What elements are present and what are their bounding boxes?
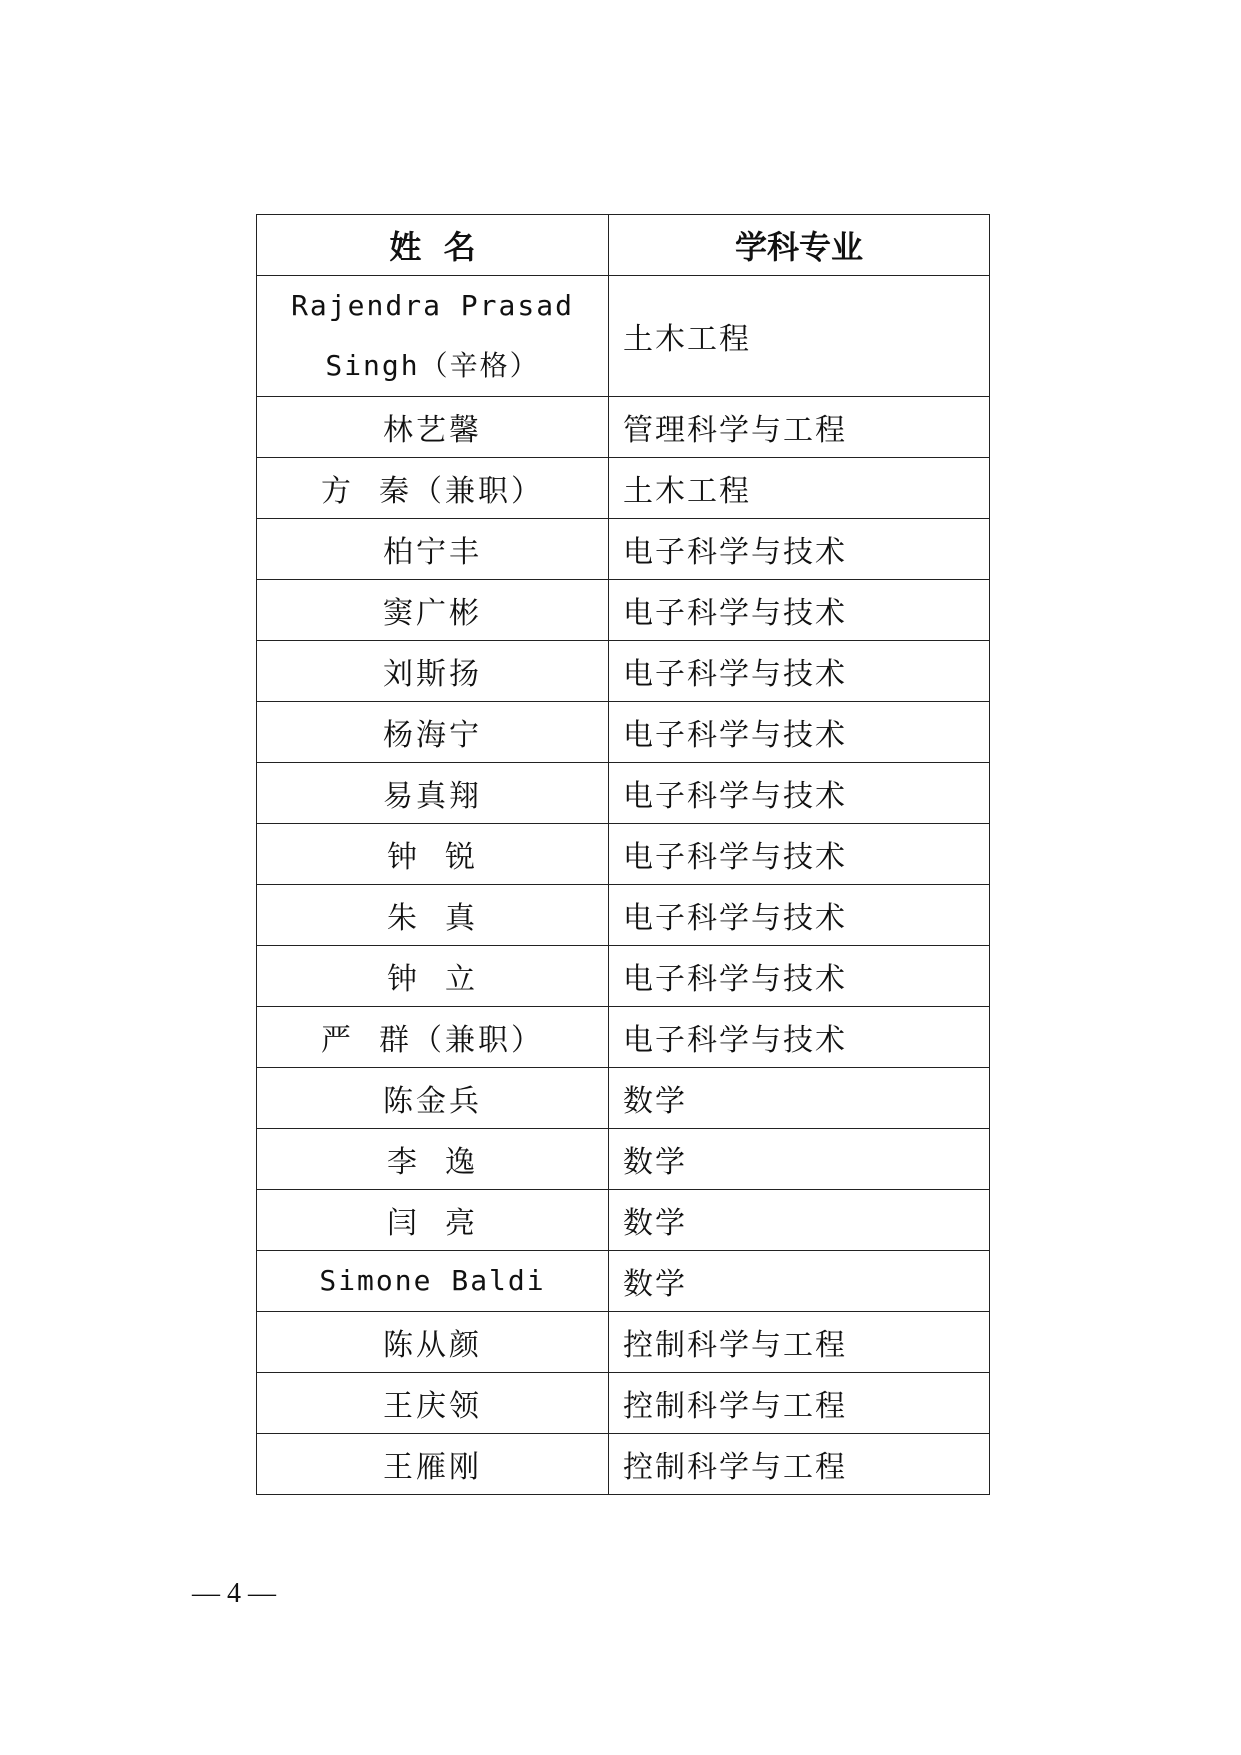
name-cell: Rajendra Prasad Singh（辛格） [257, 276, 609, 397]
name-cell: 闫 亮 [257, 1190, 609, 1251]
name-cell: 杨海宁 [257, 702, 609, 763]
major-cell: 土木工程 [609, 458, 990, 519]
name-cell: 严 群（兼职） [257, 1007, 609, 1068]
header-major: 学科专业 [609, 215, 990, 276]
name-cell: 柏宁丰 [257, 519, 609, 580]
name-cell: Simone Baldi [257, 1251, 609, 1312]
name-cell: 林艺馨 [257, 397, 609, 458]
table-row [257, 946, 990, 1007]
table-row [257, 397, 990, 458]
major-cell: 土木工程 [609, 276, 990, 397]
major-cell: 电子科学与技术 [609, 580, 990, 641]
name-cell: 钟 锐 [257, 824, 609, 885]
major-cell: 控制科学与工程 [609, 1312, 990, 1373]
table-row [257, 519, 990, 580]
table-row [257, 1312, 990, 1373]
name-cell: 陈金兵 [257, 1068, 609, 1129]
major-cell: 管理科学与工程 [609, 397, 990, 458]
table-row [257, 458, 990, 519]
major-cell: 数学 [609, 1190, 990, 1251]
table-row [257, 1251, 990, 1312]
name-cell: 易真翔 [257, 763, 609, 824]
table-row [257, 824, 990, 885]
name-cell: 方 秦（兼职） [257, 458, 609, 519]
faculty-table [256, 214, 990, 1495]
table-row [257, 1434, 990, 1495]
major-cell: 电子科学与技术 [609, 641, 990, 702]
table-header-row [257, 215, 990, 276]
name-cell: 王庆领 [257, 1373, 609, 1434]
major-cell: 数学 [609, 1251, 990, 1312]
major-cell: 数学 [609, 1068, 990, 1129]
table-row [257, 702, 990, 763]
table-row [257, 641, 990, 702]
table-row [257, 1373, 990, 1434]
name-cell: 钟 立 [257, 946, 609, 1007]
major-cell: 电子科学与技术 [609, 519, 990, 580]
name-cell: 李 逸 [257, 1129, 609, 1190]
major-cell: 电子科学与技术 [609, 1007, 990, 1068]
major-cell: 电子科学与技术 [609, 702, 990, 763]
header-name: 姓 名 [257, 215, 609, 276]
major-cell: 电子科学与技术 [609, 763, 990, 824]
major-cell: 数学 [609, 1129, 990, 1190]
name-cell: 刘斯扬 [257, 641, 609, 702]
table-row [257, 763, 990, 824]
table-row [257, 1129, 990, 1190]
table-row [257, 580, 990, 641]
table-row [257, 885, 990, 946]
table-row [257, 276, 990, 397]
major-cell: 电子科学与技术 [609, 946, 990, 1007]
name-cell: 朱 真 [257, 885, 609, 946]
table-row [257, 1007, 990, 1068]
major-cell: 控制科学与工程 [609, 1434, 990, 1495]
name-cell: 窦广彬 [257, 580, 609, 641]
page-number: — 4 — [192, 1578, 276, 1609]
name-cell: 王雁刚 [257, 1434, 609, 1495]
major-cell: 控制科学与工程 [609, 1373, 990, 1434]
table-row [257, 1068, 990, 1129]
name-cell: 陈从颜 [257, 1312, 609, 1373]
table-row [257, 1190, 990, 1251]
major-cell: 电子科学与技术 [609, 885, 990, 946]
major-cell: 电子科学与技术 [609, 824, 990, 885]
